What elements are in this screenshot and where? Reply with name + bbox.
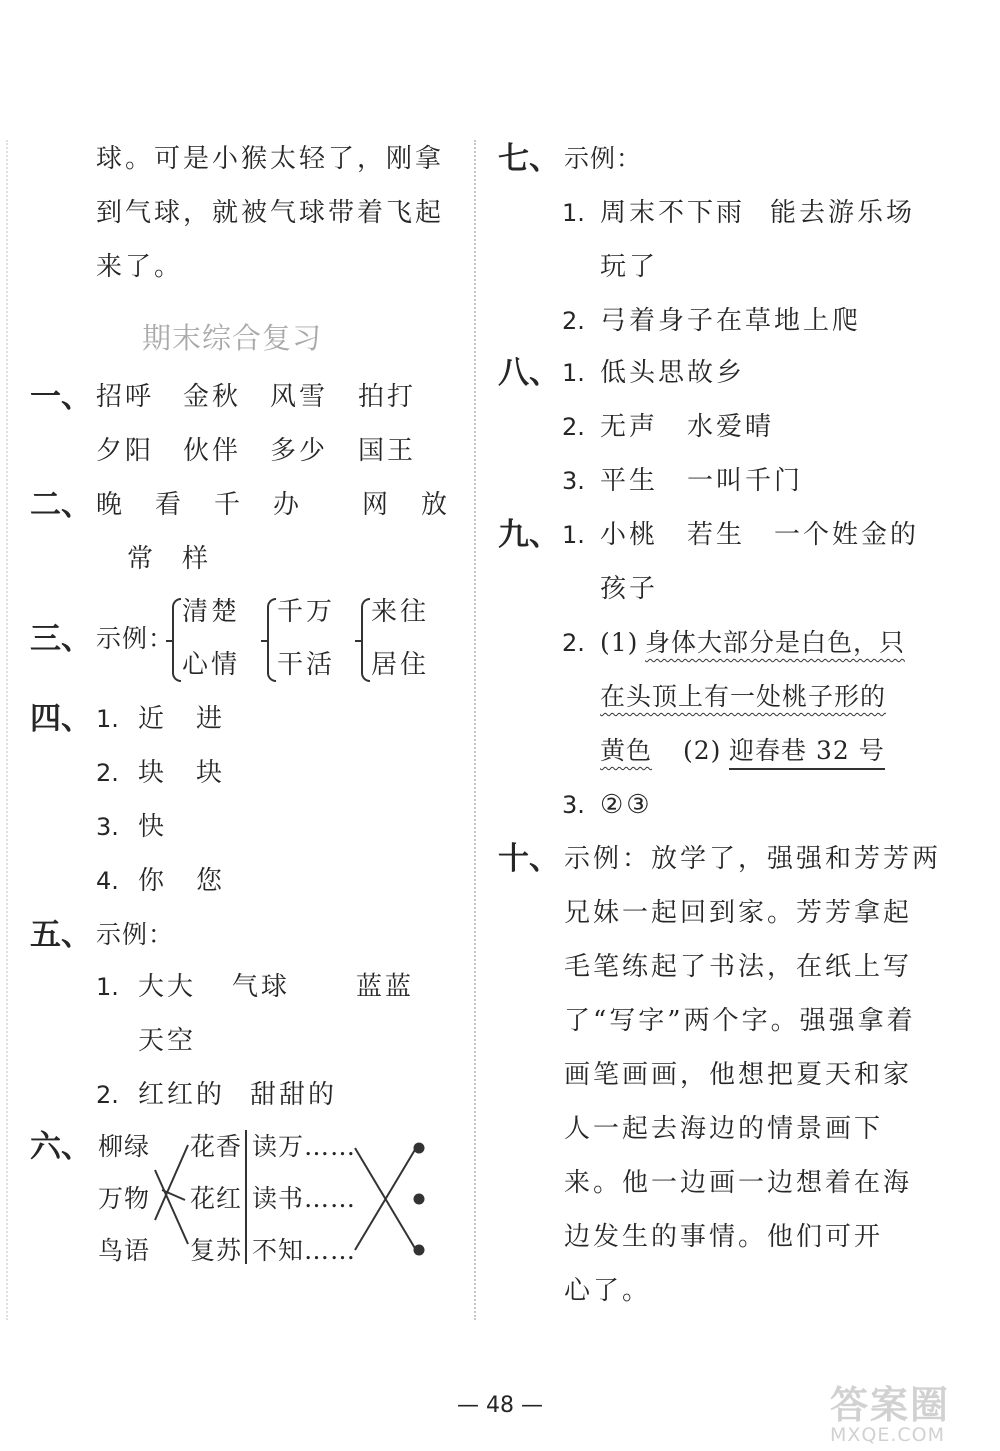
s7-text: 能去游乐场: [770, 198, 916, 228]
s1-word: 拍打: [358, 382, 417, 412]
s10-line: 边发生的事情。他们可开: [564, 1222, 884, 1252]
s1-word: 国王: [358, 436, 417, 466]
s4-text: 快: [138, 812, 168, 842]
intro-line-2: 到气球，就被气球带着飞起: [96, 198, 445, 228]
s4-num: 2.: [96, 759, 119, 787]
s5-word: 气球: [232, 972, 291, 1002]
s10-line: 兄妹一起回到家。芳芳拿起: [564, 898, 913, 928]
intro-line-1: 球。可是小猴太轻了，刚拿: [96, 144, 445, 174]
section-label-1: 一、: [30, 379, 92, 415]
s8-text: 无声 水爱晴: [600, 412, 775, 442]
s10-line: 人一起去海边的情景画下: [564, 1114, 884, 1144]
watermark-top: 答案圈: [830, 1383, 951, 1427]
s7-num: 2.: [562, 307, 585, 335]
s3-example-label: 示例：: [96, 624, 175, 653]
s5-word: 蓝蓝: [356, 972, 415, 1002]
s3-word: 清楚: [182, 597, 241, 627]
s6-phrase: 不知……: [252, 1236, 357, 1265]
s2-char: 网: [362, 490, 392, 520]
section-label-5: 五、: [30, 917, 92, 953]
match-dot: [414, 1194, 425, 1205]
s5-word: 甜甜的: [250, 1080, 338, 1110]
s6-mid-word: 花香: [190, 1132, 243, 1161]
s9-wavy-line-2: 在头顶上有一处桃子形的: [600, 682, 887, 711]
s3-word: 千万: [277, 597, 336, 627]
s9-wavy-line-1: 身体大部分是白色，只: [645, 628, 906, 657]
s10-line: 了“写字”两个字。强强拿着: [564, 1006, 916, 1036]
s9-sub-2: (2): [683, 736, 722, 765]
s4-num: 4.: [96, 867, 119, 895]
s9-sub-1: (1): [600, 628, 639, 657]
s5-num: 1.: [96, 973, 119, 1001]
s1-word: 招呼: [96, 382, 155, 412]
s4-num: 1.: [96, 705, 119, 733]
watermark-logo: [830, 1385, 995, 1445]
s8-num: 1.: [562, 359, 585, 387]
s9-text: 小桃 若生 一个姓金的: [600, 520, 920, 550]
s1-word: 夕阳: [96, 436, 155, 466]
s10-line: 毛笔练起了书法，在纸上写: [564, 952, 913, 982]
section-title: 期末综合复习: [142, 321, 323, 355]
s5-num: 2.: [96, 1081, 119, 1109]
s7-text: 周末不下雨: [600, 198, 746, 228]
s9-text: 孩子: [600, 574, 659, 604]
s5-word: 天空: [138, 1026, 197, 1056]
s8-text: 平生 一叫千门: [600, 466, 804, 496]
s2-char: 办: [273, 490, 303, 520]
section-label-8: 八、: [498, 355, 560, 391]
s4-text: 块 块: [138, 758, 226, 788]
s7-text: 弓着身子在草地上爬: [600, 306, 862, 336]
s3-word: 来往: [371, 597, 430, 627]
s6-mid-word: 复苏: [190, 1236, 243, 1265]
match-dot: [414, 1245, 425, 1256]
s7-text: 玩了: [600, 252, 659, 282]
s6-phrase: 读书……: [252, 1184, 357, 1213]
s9-wavy-line-3: 黄色: [600, 736, 653, 765]
s2-char: 看: [155, 490, 185, 520]
s2-char: 千: [214, 490, 244, 520]
s5-word: 红红的: [138, 1080, 226, 1110]
section-label-7: 七、: [498, 141, 560, 177]
s7-example-label: 示例：: [564, 144, 643, 173]
s1-word: 多少: [270, 436, 329, 466]
s10-line: 画笔画画，他想把夏天和家: [564, 1060, 913, 1090]
s8-num: 3.: [562, 467, 585, 495]
s2-char: 放: [421, 490, 451, 520]
watermark-bottom: MXQE.COM: [830, 1424, 946, 1446]
section-label-6: 六、: [30, 1129, 92, 1165]
intro-line-3: 来了。: [96, 252, 184, 282]
s3-word: 心情: [182, 650, 241, 680]
s7-num: 1.: [562, 199, 585, 227]
s4-text: 你 您: [138, 866, 226, 896]
s10-line: 心了。: [564, 1276, 652, 1306]
s4-num: 3.: [96, 813, 119, 841]
s2-char: 常: [127, 544, 157, 574]
s1-word: 伙伴: [183, 436, 242, 466]
page-number: — 48 —: [457, 1393, 543, 1418]
s6-mid-word: 花红: [190, 1184, 243, 1213]
s3-word: 居住: [371, 650, 430, 680]
section-label-4: 四、: [30, 701, 92, 737]
s1-word: 金秋: [183, 382, 242, 412]
s9-underlined-address: 迎春巷 32 号: [729, 734, 885, 770]
section-label-2: 二、: [30, 487, 92, 523]
s2-char: 晚: [96, 490, 126, 520]
s6-phrase: 读万……: [252, 1132, 357, 1161]
s6-left-word: 鸟语: [98, 1236, 151, 1265]
s9-num: 3.: [562, 791, 585, 819]
s9-num: 2.: [562, 629, 585, 657]
s10-line: 示例：放学了，强强和芳芳两: [564, 844, 942, 874]
s5-example-label: 示例：: [96, 920, 175, 949]
s9-text: ②③: [600, 790, 653, 820]
s4-text: 近 进: [138, 704, 226, 734]
s9-num: 1.: [562, 521, 585, 549]
s2-char: 样: [182, 544, 212, 574]
s5-word: 大大: [138, 972, 197, 1002]
section-label-3: 三、: [30, 621, 92, 657]
s1-word: 风雪: [270, 382, 329, 412]
s3-word: 干活: [277, 650, 336, 680]
match-dot: [414, 1143, 425, 1154]
s10-line: 来。他一边画一边想着在海: [564, 1168, 913, 1198]
s6-left-word: 万物: [98, 1184, 151, 1213]
section-label-10: 十、: [498, 841, 560, 877]
s8-num: 2.: [562, 413, 585, 441]
s6-left-word: 柳绿: [98, 1132, 151, 1161]
s8-text: 低头思故乡: [600, 358, 746, 388]
match-line: [155, 1196, 188, 1198]
section-label-9: 九、: [498, 517, 560, 553]
